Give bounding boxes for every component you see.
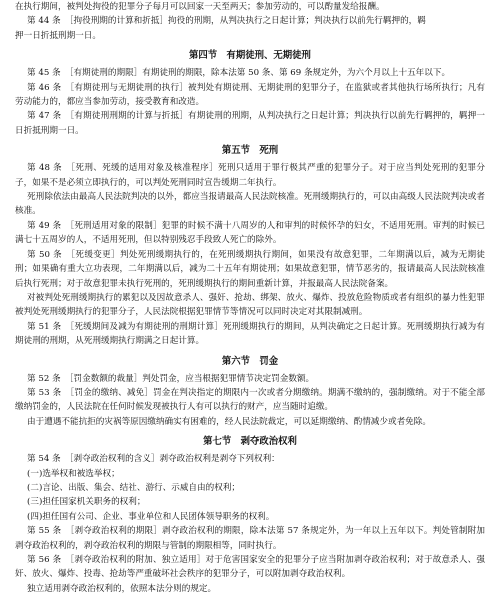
section-heading: 第四节 有期徒刑、无期徒刑 xyxy=(189,50,311,62)
paragraph: 第 44 条 ［拘役刑期的计算和折抵］拘役的刑期，从判决执行之日起计算；判决执行以前先行羁押的，羁 xyxy=(27,16,426,27)
paragraph: 第 53 条 ［罚金的缴纳、减免］罚金在判决指定的期限内一次或者分期缴纳。期满不缴纳的，强制缴纳。对于不能全部缴纳罚金的，人民法院在任何时候发现被执行人有可以执行的财产，应当随时追缴。 xyxy=(15,387,485,413)
paragraph: (一)选举权和被选举权； xyxy=(27,468,120,479)
paragraph: 死刑除依法由最高人民法院判决的以外，都应当报请最高人民法院核准。死刑缓期执行的，可以由高级人民法院判决或者核准。 xyxy=(15,192,485,217)
paragraph: (二)言论、出版、集会、结社、游行、示威自由的权利； xyxy=(27,482,240,493)
paragraph: (四)担任国有公司、企业、事业单位和人民团体领导职务的权利。 xyxy=(27,511,275,522)
paragraph: 第 49 条 ［死刑适用对象的限制］犯罪的时候不满十八周岁的人和审判的时候怀孕的妇女，不适用死刑。审判的时候已满七十五周岁的人，不适用死刑，但以特别残忍手段致人死亡的除外。 xyxy=(15,220,485,246)
paragraph: 第 55 条 ［剥夺政治权利的期限］剥夺政治权利的期限，除本法第 57 条规定外，为一年以上五年以下。判处管制附加剥夺政治权利的，剥夺政治权利的期限与管制的期限相等，同时执行。 xyxy=(15,526,485,551)
paragraph: (三)担任国家机关职务的权利； xyxy=(27,497,146,508)
section-heading: 第五节 死刑 xyxy=(221,145,279,157)
paragraph: 第 51 条 ［死缓期间及减为有期徒刑的刑期计算］死刑缓期执行的期间，从判决确定之日起计算。死刑缓期执行减为有期徒刑的刑期，从死刑缓期执行期满之日起计算。 xyxy=(15,321,485,347)
paragraph: 第 50 条 ［死缓变更］判处死刑缓期执行的，在死刑缓期执行期间，如果没有故意犯罪，二年期满以后，减为无期徒刑；如果确有重大立功表现，二年期满以后，减为二十五年有期徒刑；如果故意犯罪，情节恶劣的，报请最高人民法院核准后执行死刑；对于故意犯罪未执行死刑的，死刑缓期执行的期间重新计算，并报最高人民法院备案。 xyxy=(15,249,485,289)
paragraph: 第 46 条 ［有期徒刑与无期徒刑的执行］被判处有期徒刑、无期徒刑的犯罪分子，在监狱或者其他执行场所执行；凡有劳动能力的，都应当参加劳动，接受教育和改造。 xyxy=(15,82,485,108)
paragraph: 由于遭遇不能抗拒的灾祸等原因缴纳确实有困难的，经人民法院裁定，可以延期缴纳、酌情减少或者免除。 xyxy=(27,416,431,427)
paragraph: 第 56 条 ［剥夺政治权利的附加、独立适用］对于危害国家安全的犯罪分子应当附加剥夺政治权利；对于故意杀人、强奸、放火、爆炸、投毒、抢劫等严重破坏社会秩序的犯罪分子，可以附加剥夺政治权利。 xyxy=(15,555,485,580)
paragraph: 对被判处死刑缓期执行的累犯以及因故意杀人、强奸、抢劫、绑架、放火、爆炸、投放危险物质或者有组织的暴力性犯罪被判处死刑缓期执行的犯罪分子，人民法院根据犯罪情节等情况可以同时决定对其限制减刑。 xyxy=(15,292,485,318)
paragraph: 在执行期间，被判处拘役的犯罪分子每月可以回家一天至两天；参加劳动的，可以酌量发给报酬。 xyxy=(15,2,385,12)
paragraph: 第 48 条 ［死刑、死缓的适用对象及核准程序］死刑只适用于罪行极其严重的犯罪分子。对于应当判处死刑的犯罪分子，如果不是必须立即执行的，可以判处死刑同时宣告缓期二年执行。 xyxy=(15,163,485,188)
paragraph: 第 47 条 ［有期徒刑刑期的计算与折抵］有期徒刑的刑期，从判决执行之日起计算；判决执行以前先行羁押的，羁押一日折抵刑期一日。 xyxy=(15,111,485,136)
paragraph: 第 54 条 ［剥夺政治权利的含义］剥夺政治权利是剥夺下列权利： xyxy=(27,454,280,465)
section-heading: 第六节 罚金 xyxy=(221,355,279,367)
paragraph: 押一日折抵刑期一日。 xyxy=(15,30,101,41)
section-heading: 第七节 剥夺政治权利 xyxy=(203,436,297,448)
paragraph: 第 52 条 ［罚金数额的裁量］判处罚金，应当根据犯罪情节决定罚金数额。 xyxy=(27,373,315,384)
paragraph: 第 45 条 ［有期徒刑的期限］有期徒刑的期限，除本法第 50 条、第 69 条规定外，为六个月以上十五年以下。 xyxy=(27,68,451,79)
paragraph: 独立适用剥夺政治权利的，依照本法分则的规定。 xyxy=(27,583,217,594)
